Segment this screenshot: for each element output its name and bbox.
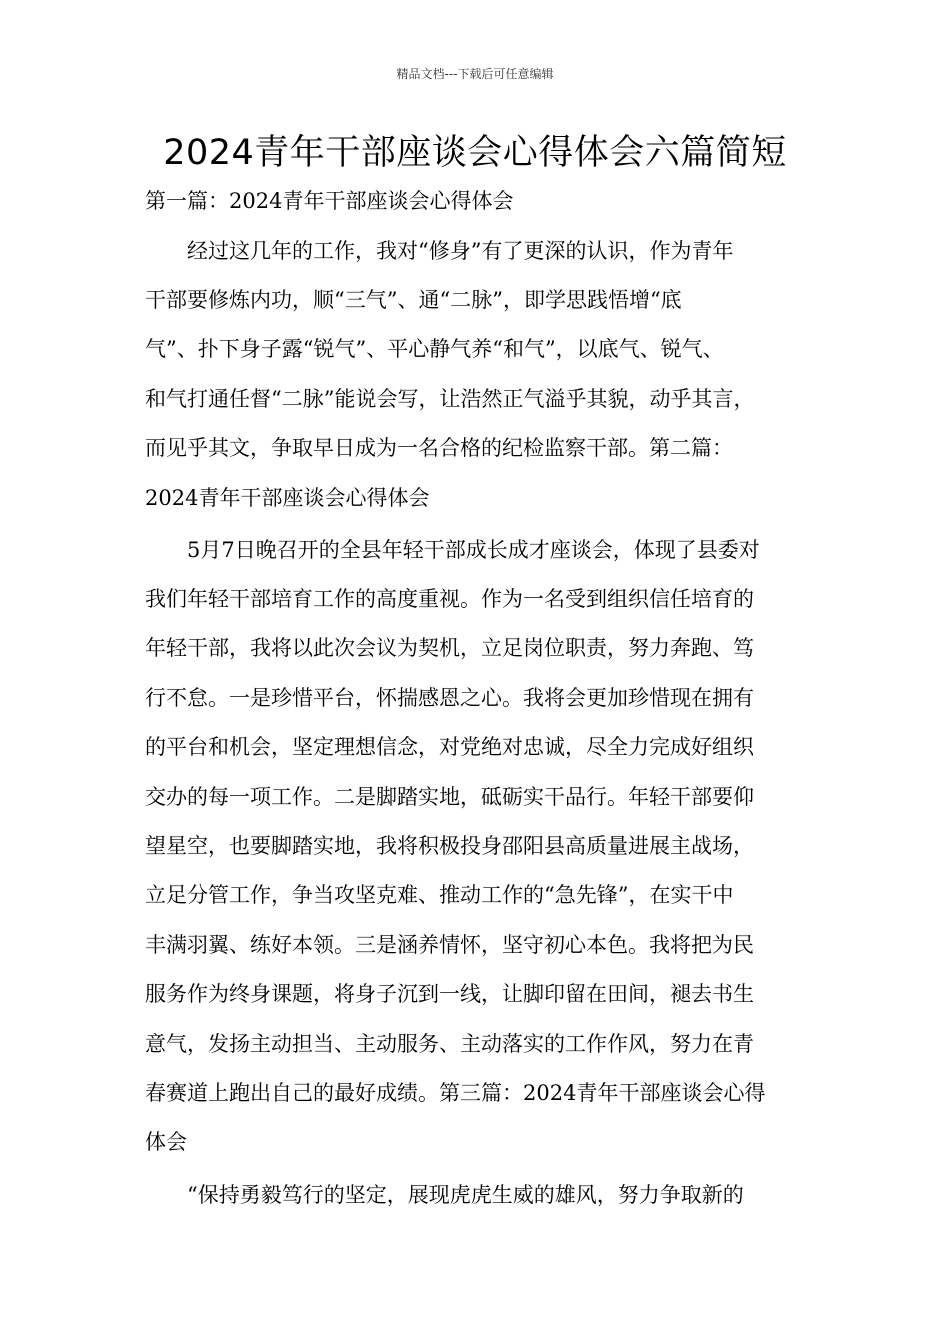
paragraph-line: 交办的每一项工作。二是脚踏实地，砥砺实干品行。年轻干部要仰 xyxy=(145,785,754,809)
paragraph-line: 体会 xyxy=(145,1130,187,1154)
page-header: 精品文档---下载后可任意编辑 xyxy=(396,67,554,81)
paragraph-line: 行不怠。一是珍惜平台，怀揣感恩之心。我将会更加珍惜现在拥有 xyxy=(145,686,754,710)
paragraph-line: 经过这几年的工作，我对“修身”有了更深的认识，作为青年 xyxy=(145,239,734,263)
paragraph-line: 5月7日晚召开的全县年轻干部成长成才座谈会，体现了县委对 xyxy=(145,538,760,562)
paragraph-line: 服务作为终身课题，将身子沉到一线，让脚印留在田间，褪去书生 xyxy=(145,982,754,1006)
paragraph-line: 年轻干部，我将以此次会议为契机，立足岗位职责，努力奔跑、笃 xyxy=(145,636,754,660)
paragraph-line: 干部要修炼内功，顺“三气”、通“二脉”，即学思践悟增“底 xyxy=(145,288,682,312)
paragraph-line: 的平台和机会，坚定理想信念，对党绝对忠诚，尽全力完成好组织 xyxy=(145,735,754,759)
paragraph-line: 丰满羽翼、练好本领。三是涵养情怀，坚守初心本色。我将把为民 xyxy=(145,933,754,957)
paragraph-line: 意气，发扬主动担当、主动服务、主动落实的工作作风，努力在青 xyxy=(145,1032,754,1056)
document-title: 2024青年干部座谈会心得体会六篇简短 xyxy=(163,133,787,173)
paragraph-line: 我们年轻干部培育工作的高度重视。作为一名受到组织信任培育的 xyxy=(145,587,754,611)
paragraph-line: 气”、扑下身子露“锐气”、平心静气养“和气”，以底气、锐气、 xyxy=(145,337,724,361)
paragraph-line: 而见乎其文，争取早日成为一名合格的纪检监察干部。第二篇： xyxy=(145,436,733,460)
section-heading-1: 第一篇：2024青年干部座谈会心得体会 xyxy=(145,189,514,213)
paragraph-line: “保持勇毅笃行的坚定，展现虎虎生威的雄风，努力争取新的 xyxy=(145,1183,744,1207)
paragraph-line: 春赛道上跑出自己的最好成绩。第三篇：2024青年干部座谈会心得 xyxy=(145,1081,766,1105)
paragraph-line: 望星空，也要脚踏实地，我将积极投身邵阳县高质量进展主战场， xyxy=(145,834,754,858)
paragraph-line: 立足分管工作，争当攻坚克难、推动工作的“急先锋”，在实干中 xyxy=(145,883,734,907)
paragraph-line: 和气打通任督“二脉”能说会写，让浩然正气溢乎其貌，动乎其言， xyxy=(145,387,755,411)
section-heading-2: 2024青年干部座谈会心得体会 xyxy=(145,486,430,510)
